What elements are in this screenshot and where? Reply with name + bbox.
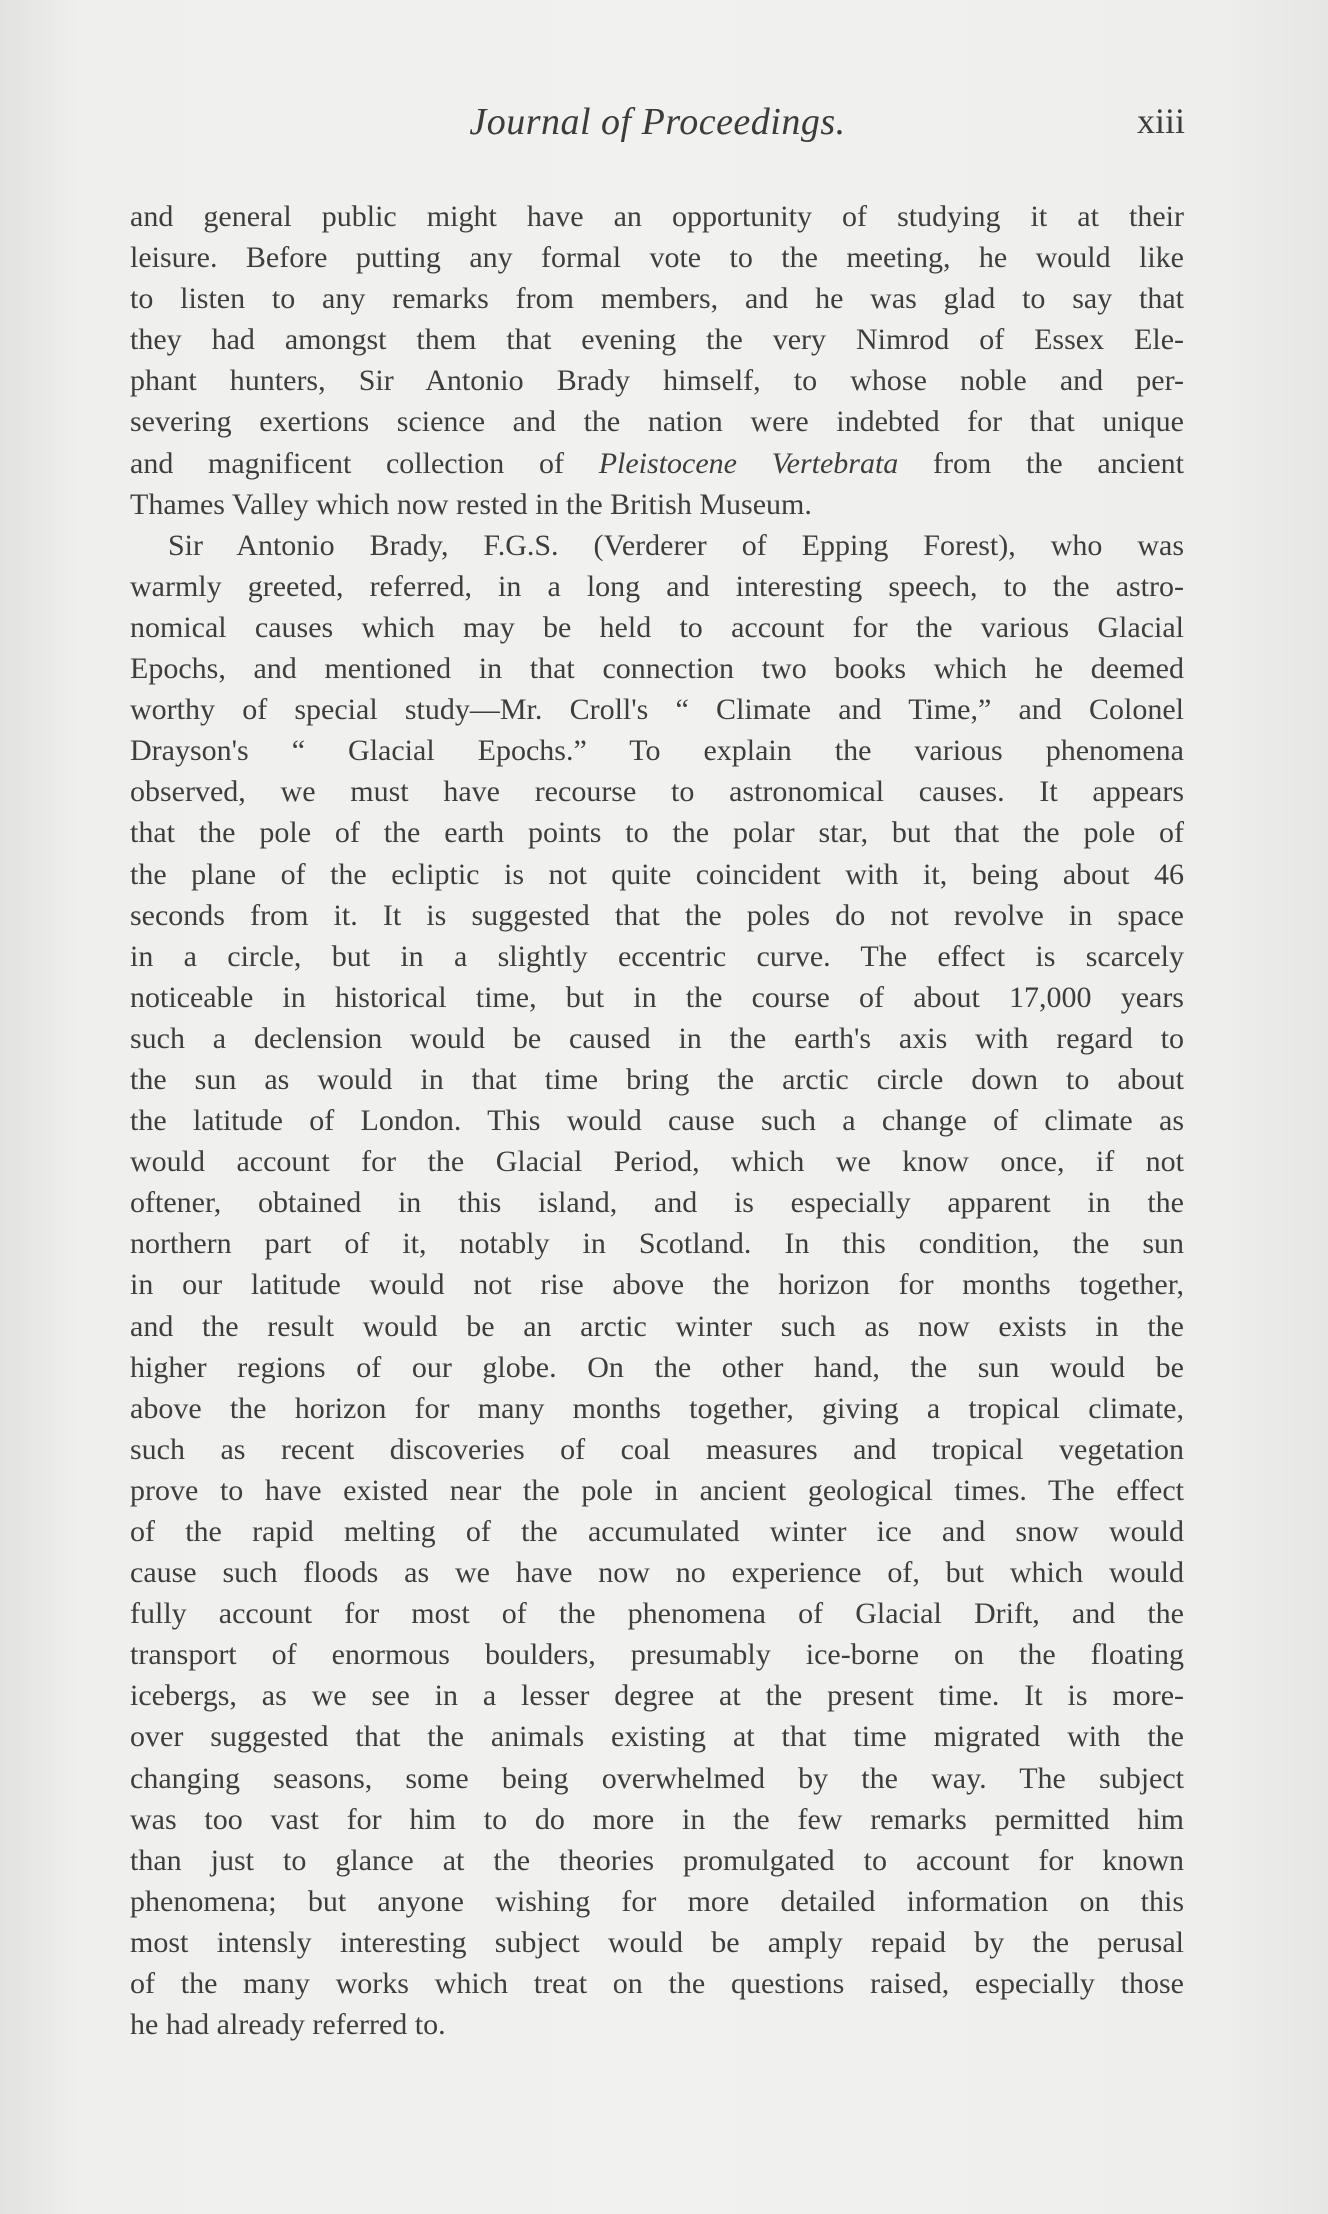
text-line: such as recent discoveries of coal measures and tropical vegetation [130,1432,1184,1466]
text-line: Sir Antonio Brady, F.G.S. (Verderer of Epping Forest), who was [168,528,1184,562]
text-line: changing seasons, some being overwhelmed by the way. The subject [130,1761,1184,1795]
text-line: above the horizon for many months together, giving a tropical climate, [130,1391,1184,1425]
text-run: and magnificent collection of [130,446,599,480]
text-line: such a declension would be caused in the earth's axis with regard to [130,1021,1184,1055]
italic-taxon-name: Pleistocene Vertebrata [598,446,899,480]
text-line: seconds from it. It is suggested that the poles do not revolve in space [130,898,1184,932]
text-line: than just to glance at the theories promulgated to account for known [130,1843,1184,1877]
text-line: fully account for most of the phenomena of Glacial Drift, and the [130,1597,1184,1631]
text-line: northern part of it, notably in Scotland. In this condition, the sun [130,1227,1184,1261]
running-head-title: Journal of Proceedings. [469,101,846,143]
text-line: prove to have existed near the pole in ancient geological times. The effect [130,1473,1184,1507]
paragraph-1 [130,196,1184,525]
text-line: worthy of special study—Mr. Croll's “ Climate and Time,” and Colonel [130,693,1184,727]
text-line: of the many works which treat on the questions raised, especially those [130,1967,1184,2001]
text-line: to listen to any remarks from members, and he was glad to say that [130,282,1184,316]
text-line: most intensly interesting subject would be amply repaid by the perusal [130,1925,1184,1959]
text-line: phant hunters, Sir Antonio Brady himself, to whose noble and per- [130,364,1184,398]
running-head [130,100,1185,150]
body-text [130,196,1184,2045]
text-line: noticeable in historical time, but in the course of about 17,000 years [130,980,1184,1014]
text-line: was too vast for him to do more in the few remarks permitted him [130,1802,1184,1836]
text-line: the plane of the ecliptic is not quite coincident with it, being about 46 [130,857,1184,891]
text-line: transport of enormous boulders, presumably ice-borne on the floating [130,1638,1184,1672]
text-line: severing exertions science and the nation were indebted for that unique [130,405,1184,439]
text-line: the sun as would in that time bring the arctic circle down to about [130,1062,1184,1096]
text-line: and general public might have an opportunity of studying it at their [130,200,1184,233]
text-line: he had already referred to. [130,2008,446,2042]
text-line: the latitude of London. This would cause such a change of climate as [130,1104,1184,1138]
text-line: nomical causes which may be held to account for the various Glacial [130,610,1184,644]
text-line: in a circle, but in a slightly eccentric curve. The effect is scarcely [130,939,1184,973]
text-line: in our latitude would not rise above the horizon for months together, [130,1268,1184,1302]
paragraph-2 [130,525,1184,2045]
text-line: Epochs, and mentioned in that connection two books which he deemed [130,652,1184,686]
page-number: xiii [1136,101,1185,141]
text-line: observed, we must have recourse to astronomical causes. It appears [130,775,1184,809]
text-line [130,443,1184,484]
text-line: and the result would be an arctic winter such as now exists in the [130,1309,1184,1343]
text-line: that the pole of the earth points to the polar star, but that the pole of [130,816,1184,850]
text-line: of the rapid melting of the accumulated winter ice and snow would [130,1515,1184,1548]
text-line: oftener, obtained in this island, and is especially apparent in the [130,1186,1184,1220]
text-line: leisure. Before putting any formal vote to the meeting, he would like [130,241,1184,275]
text-line: warmly greeted, referred, in a long and interesting speech, to the astro- [130,569,1184,603]
text-line: higher regions of our globe. On the other hand, the sun would be [130,1350,1184,1384]
text-line: cause such floods as we have now no experience of, but which would [130,1556,1184,1590]
text-line: Thames Valley which now rested in the British Museum. [130,487,812,521]
text-line: would account for the Glacial Period, which we know once, if not [130,1145,1184,1179]
text-line: Drayson's “ Glacial Epochs.” To explain the various phenomena [130,734,1184,768]
text-line: phenomena; but anyone wishing for more detailed information on this [130,1884,1184,1918]
text-line: icebergs, as we see in a lesser degree at the present time. It is more- [130,1679,1184,1713]
text-line: they had amongst them that evening the very Nimrod of Essex Ele- [130,323,1184,357]
text-run: from the ancient [898,446,1184,480]
text-line: over suggested that the animals existing at that time migrated with the [130,1720,1184,1754]
